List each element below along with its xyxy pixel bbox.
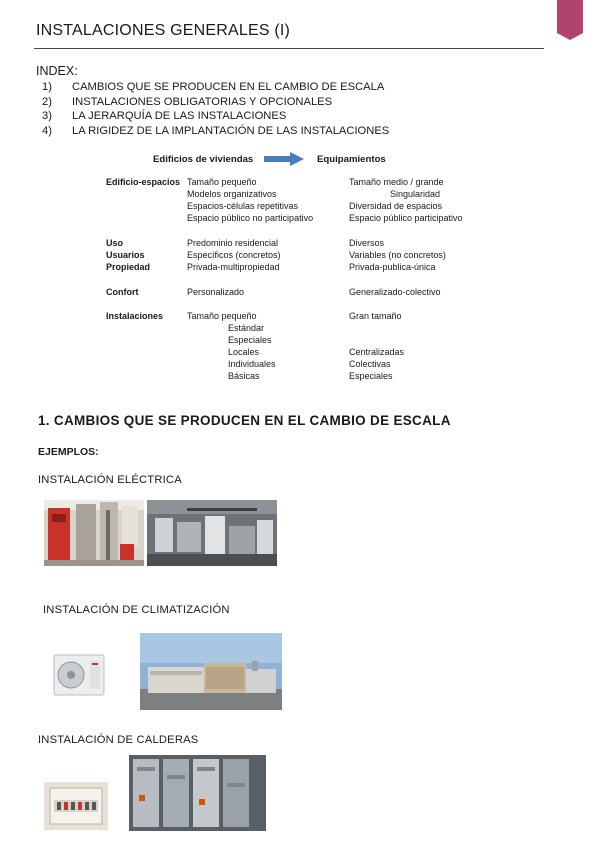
cell: Singularidad <box>390 189 441 199</box>
section-heading: 1. CAMBIOS QUE SE PRODUCEN EN EL CAMBIO DE ESCALA <box>38 413 451 428</box>
cell: Generalizado-colectivo <box>349 287 441 297</box>
cell: Modelos organizativos <box>187 189 277 199</box>
switchgear-room-photo <box>129 755 266 831</box>
index-list <box>42 80 389 138</box>
examples-label: EJEMPLOS: <box>38 446 99 458</box>
cell: Especiales <box>349 371 393 381</box>
document-title: INSTALACIONES GENERALES (I) <box>36 22 291 39</box>
cell: Predominio residencial <box>187 238 279 248</box>
cell: Espacio público participativo <box>349 213 463 223</box>
rooftop-hvac-photo <box>140 633 282 710</box>
index-item: 2) INSTALACIONES OBLIGATORIAS Y OPCIONALES <box>42 95 333 108</box>
cell: Personalizado <box>187 287 245 297</box>
cell: Privada-multipropiedad <box>187 262 280 272</box>
cell: Estándar <box>228 323 265 333</box>
boiler-room-photo <box>44 500 144 566</box>
cell: Colectivas <box>349 359 391 369</box>
cell: Individuales <box>228 359 276 369</box>
title-divider <box>34 48 544 49</box>
cell: Diversidad de espacios <box>349 201 443 211</box>
row-label-usuarios: Usuarios <box>106 250 145 260</box>
ac-unit-photo <box>52 651 106 699</box>
cell: Privada-publica-única <box>349 262 436 272</box>
index-item: 4) LA RIGIDEZ DE LA IMPLANTACIÓN DE LAS INSTALACIONES <box>42 124 390 137</box>
cell: Gran tamaño <box>349 311 402 321</box>
cell: Centralizadas <box>349 347 405 357</box>
cell: Locales <box>228 347 260 357</box>
cell: Espacios-células repetitivas <box>187 201 299 211</box>
row-label-propiedad: Propiedad <box>106 262 151 272</box>
cell: Especiales <box>228 335 272 345</box>
row-label-uso: Uso <box>106 238 124 248</box>
subheading-electrica: INSTALACIÓN ELÉCTRICA <box>38 474 182 486</box>
cell: Diversos <box>349 238 385 248</box>
cell: Variables (no concretos) <box>349 250 446 260</box>
arrow-right-icon <box>264 152 304 166</box>
row-label-instalaciones: Instalaciones <box>106 311 164 321</box>
subheading-climatizacion: INSTALACIÓN DE CLIMATIZACIÓN <box>43 604 230 616</box>
cell: Tamaño pequeño <box>187 311 257 321</box>
industrial-hall-photo <box>147 500 277 566</box>
cell: Espacio público no participativo <box>187 213 314 223</box>
index-item: 3) LA JERARQUÍA DE LAS INSTALACIONES <box>42 110 287 123</box>
index-title: INDEX: <box>36 64 78 78</box>
subheading-calderas: INSTALACIÓN DE CALDERAS <box>38 734 199 746</box>
bookmark-icon <box>557 0 583 40</box>
cell: Tamaño pequeño <box>187 177 257 187</box>
cell: Tamaño medio / grande <box>349 177 444 187</box>
electrical-panel-photo <box>44 782 108 830</box>
right-column-header: Equipamientos <box>317 154 386 165</box>
row-label-confort: Confort <box>106 287 139 297</box>
cell: Específicos (concretos) <box>187 250 281 260</box>
row-label-edificio: Edificio-espacios <box>106 177 181 187</box>
left-column-header: Edificios de viviendas <box>153 154 254 165</box>
index-item: 1) CAMBIOS QUE SE PRODUCEN EN EL CAMBIO DE ESCALA <box>42 81 385 93</box>
cell: Básicas <box>228 371 260 381</box>
comparison-figure <box>0 0 611 400</box>
